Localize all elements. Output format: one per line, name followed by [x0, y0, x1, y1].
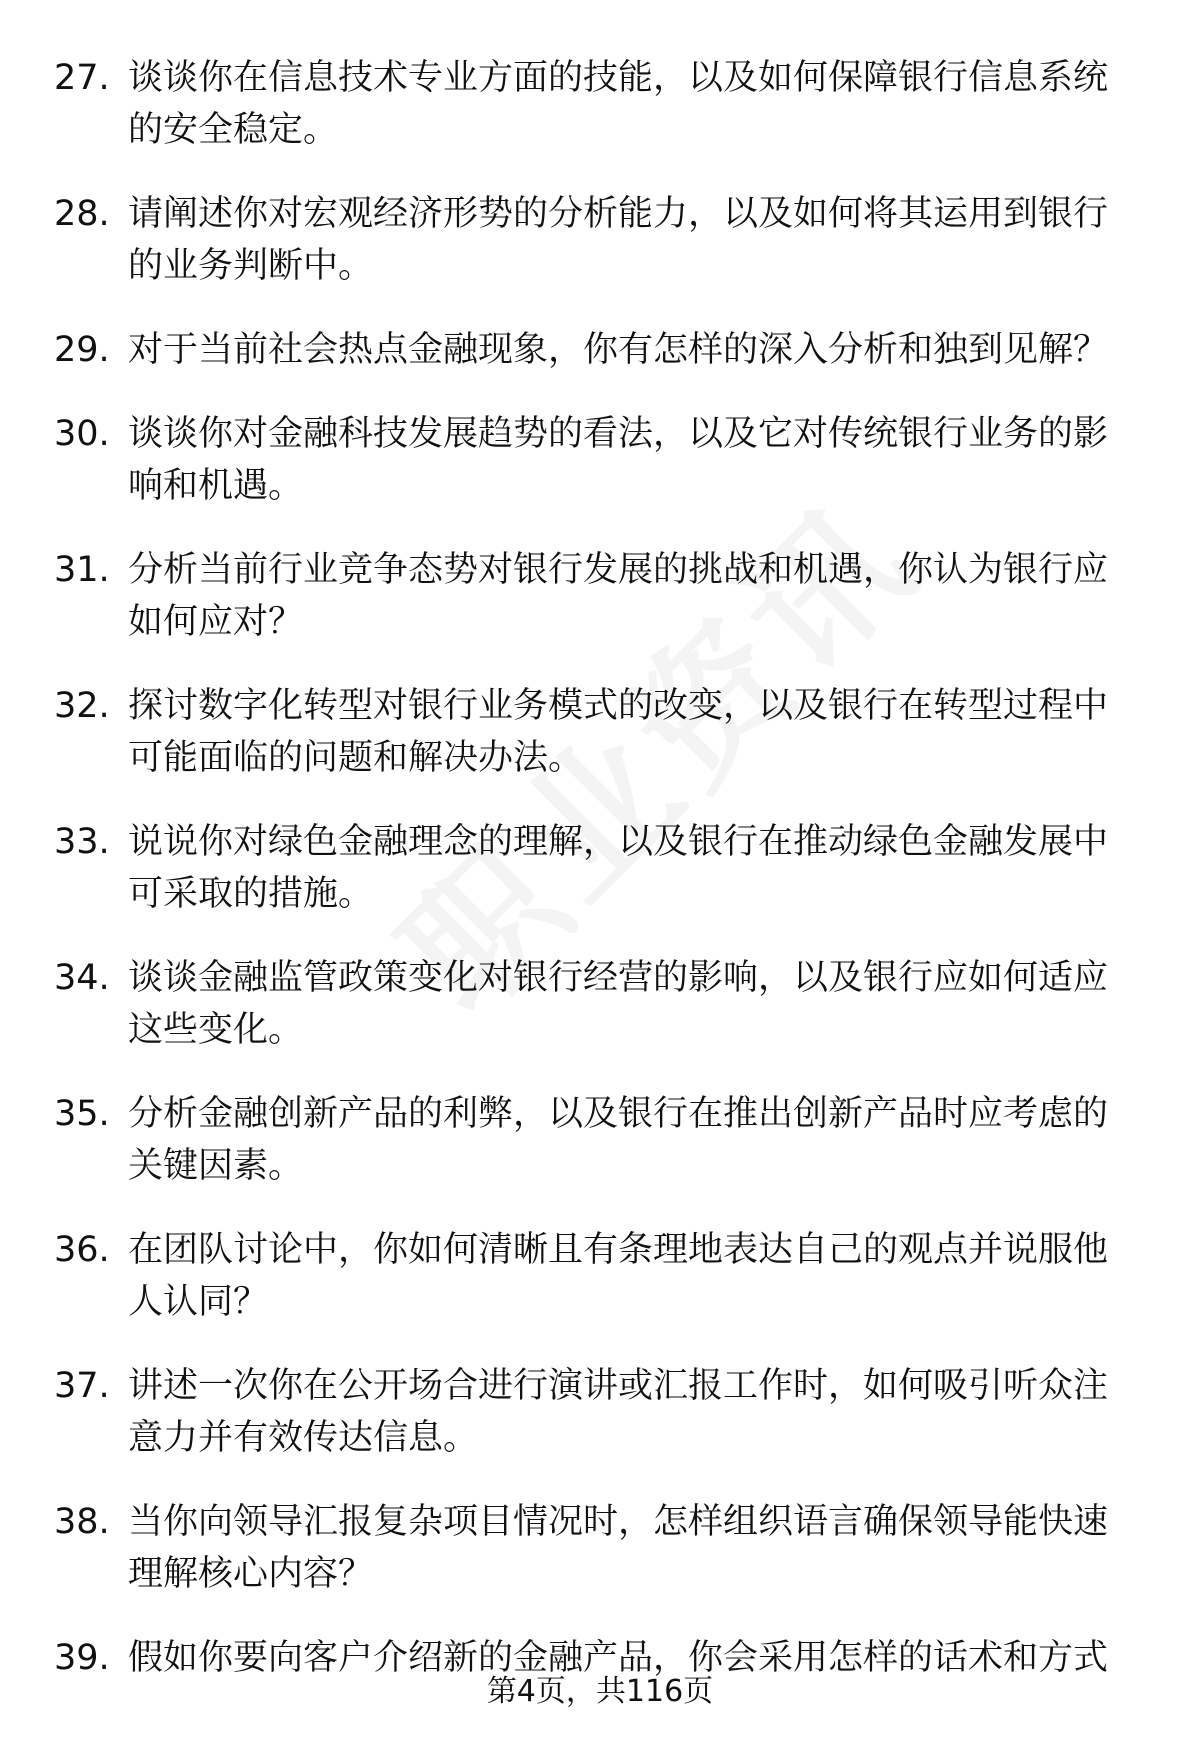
- list-item: [54, 1088, 1140, 1192]
- list-item: [54, 1360, 1140, 1464]
- question-text: 探讨数字化转型对银行业务模式的改变，以及银行在转型过程中可能面临的问题和解决办法。: [128, 686, 1109, 778]
- question-text: 谈谈金融监管政策变化对银行经营的影响，以及银行应如何适应这些变化。: [128, 958, 1109, 1050]
- question-number: 36.: [54, 1230, 110, 1270]
- list-item: [54, 952, 1140, 1056]
- question-number: 27.: [54, 58, 110, 98]
- list-item: [54, 680, 1140, 784]
- question-text: 对于当前社会热点金融现象，你有怎样的深入分析和独到见解？: [128, 330, 1109, 370]
- page-number-label: 第4页，共116页: [486, 1674, 714, 1709]
- question-text: 分析当前行业竞争态势对银行发展的挑战和机遇，你认为银行应如何应对？: [128, 550, 1109, 642]
- question-text: 讲述一次你在公开场合进行演讲或汇报工作时，如何吸引听众注意力并有效传达信息。: [128, 1366, 1109, 1458]
- page-footer: [0, 1672, 1200, 1712]
- list-item: [54, 1496, 1140, 1600]
- question-number: 30.: [54, 414, 110, 454]
- question-number: 32.: [54, 686, 110, 726]
- question-list: [54, 52, 1140, 1684]
- question-number: 37.: [54, 1366, 110, 1406]
- list-item: [54, 544, 1140, 648]
- question-number: 38.: [54, 1502, 110, 1542]
- question-text: 在团队讨论中，你如何清晰且有条理地表达自己的观点并说服他人认同？: [128, 1230, 1109, 1322]
- list-item: [54, 188, 1140, 292]
- question-number: 39.: [54, 1638, 110, 1678]
- question-number: 28.: [54, 194, 110, 234]
- question-number: 33.: [54, 822, 110, 862]
- list-item: [54, 1224, 1140, 1328]
- question-text: 分析金融创新产品的利弊，以及银行在推出创新产品时应考虑的关键因素。: [128, 1094, 1109, 1186]
- list-item: [54, 408, 1140, 512]
- question-number: 34.: [54, 958, 110, 998]
- question-text: 当你向领导汇报复杂项目情况时，怎样组织语言确保领导能快速理解核心内容？: [128, 1502, 1109, 1594]
- question-number: 35.: [54, 1094, 110, 1134]
- question-number: 31.: [54, 550, 110, 590]
- list-item: [54, 816, 1140, 920]
- question-text: 说说你对绿色金融理念的理解，以及银行在推动绿色金融发展中可采取的措施。: [128, 822, 1109, 914]
- list-item: [54, 52, 1140, 156]
- list-item: [54, 324, 1140, 376]
- question-text: 请阐述你对宏观经济形势的分析能力，以及如何将其运用到银行的业务判断中。: [128, 194, 1109, 286]
- question-text: 谈谈你在信息技术专业方面的技能，以及如何保障银行信息系统的安全稳定。: [128, 58, 1109, 150]
- question-text: 谈谈你对金融科技发展趋势的看法，以及它对传统银行业务的影响和机遇。: [128, 414, 1109, 506]
- question-number: 29.: [54, 330, 110, 370]
- question-text: 假如你要向客户介绍新的金融产品，你会采用怎样的话术和方式: [128, 1638, 1109, 1678]
